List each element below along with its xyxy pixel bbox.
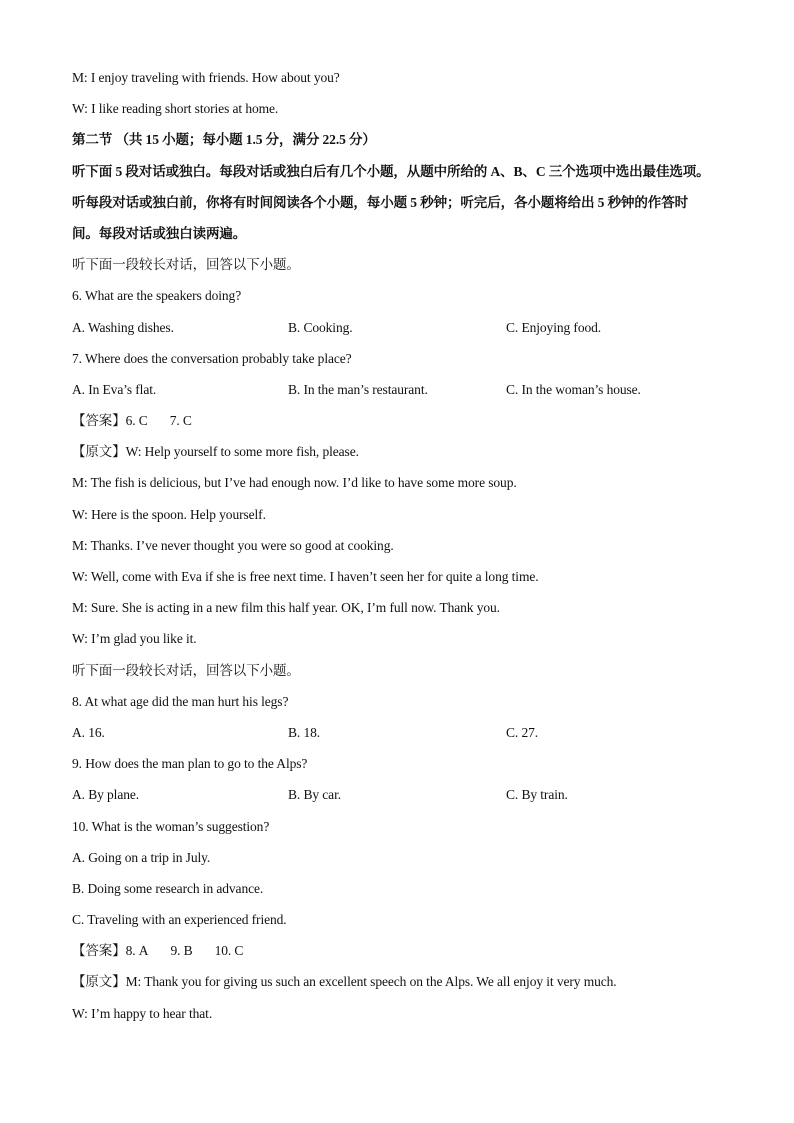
option-b: B. Doing some research in advance. <box>72 880 264 896</box>
answer-value: 10. C <box>214 943 244 959</box>
option-b: B. By car. <box>288 787 341 803</box>
question-options <box>72 374 732 405</box>
transcript-text: M: Thank you for giving us such an excellent speech on the Alps. We all enjoy it very much. <box>125 974 617 990</box>
transcript-text: W: Help yourself to some more fish, please. <box>125 444 359 460</box>
question-options <box>72 779 732 810</box>
dialogue-intro: 听下面一段较长对话，回答以下小题。 <box>72 257 300 273</box>
section-title: 第二节 （共 15 小题；每小题 1.5 分，满分 22.5 分） <box>72 132 376 148</box>
question-stem: 8. At what age did the man hurt his legs? <box>72 693 289 709</box>
option-a: A. 16. <box>72 724 105 740</box>
original-label: 【原文】 <box>72 974 126 990</box>
option-b: B. Cooking. <box>288 319 353 335</box>
section-instruction: 听每段对话或独白前，你将有时间阅读各个小题，每小题 5 秒钟；听完后，各小题将给出 5 秒钟的作答时 <box>72 194 688 210</box>
original-label: 【原文】 <box>72 444 126 460</box>
option-b: B. In the man’s restaurant. <box>288 381 428 397</box>
transcript-line: W: Here is the spoon. Help yourself. <box>72 506 266 522</box>
option-c: C. Enjoying food. <box>506 319 602 335</box>
section-instruction: 间。每段对话或独白读两遍。 <box>72 225 247 241</box>
option-a: A. Washing dishes. <box>72 319 174 335</box>
option-c: C. 27. <box>506 724 539 740</box>
transcript-line: W: Well, come with Eva if she is free next time. I haven’t seen her for quite a long time. <box>72 569 539 584</box>
question-stem: 9. How does the man plan to go to the Alps? <box>72 756 308 772</box>
transcript-line <box>72 966 732 997</box>
option-c: C. Traveling with an experienced friend. <box>72 912 287 928</box>
answer-value: 6. C <box>125 413 148 429</box>
answer-label: 【答案】 <box>72 413 126 429</box>
option-b: B. 18. <box>288 724 321 740</box>
transcript-line: M: Thanks. I’ve never thought you were so good at cooking. <box>72 537 394 553</box>
option-c: C. In the woman’s house. <box>506 381 641 397</box>
dialogue-intro: 听下面一段较长对话，回答以下小题。 <box>72 662 300 678</box>
question-options <box>72 312 732 343</box>
answer-line <box>72 935 732 966</box>
option-c: C. By train. <box>506 787 568 803</box>
question-stem: 10. What is the woman’s suggestion? <box>72 818 270 834</box>
question-stem: 6. What are the speakers doing? <box>72 288 242 304</box>
option-a: A. In Eva’s flat. <box>72 381 157 397</box>
answer-value: 9. B <box>170 943 193 959</box>
dialogue-line: M: I enjoy traveling with friends. How about you? <box>72 70 340 85</box>
answer-label: 【答案】 <box>72 943 126 959</box>
answer-value: 8. A <box>125 943 149 959</box>
question-options <box>72 717 732 748</box>
option-a: A. Going on a trip in July. <box>72 849 211 865</box>
transcript-line: M: The fish is delicious, but I’ve had enough now. I’d like to have some more soup. <box>72 475 517 491</box>
section-instruction: 听下面 5 段对话或独白。每段对话或独白后有几个小题，从题中所给的 A、B、C 三个选项中选出最佳选项。 <box>72 163 710 179</box>
transcript-line <box>72 436 732 467</box>
answer-value: 7. C <box>169 413 192 429</box>
transcript-line: W: I’m glad you like it. <box>72 631 197 647</box>
answer-line <box>72 405 732 436</box>
transcript-line: M: Sure. She is acting in a new film this half year. OK, I’m full now. Thank you. <box>72 600 500 616</box>
dialogue-line: W: I like reading short stories at home. <box>72 101 279 117</box>
question-stem: 7. Where does the conversation probably take place? <box>72 350 352 366</box>
transcript-line: W: I’m happy to hear that. <box>72 1005 213 1021</box>
document-page <box>72 62 732 1029</box>
option-a: A. By plane. <box>72 787 140 803</box>
